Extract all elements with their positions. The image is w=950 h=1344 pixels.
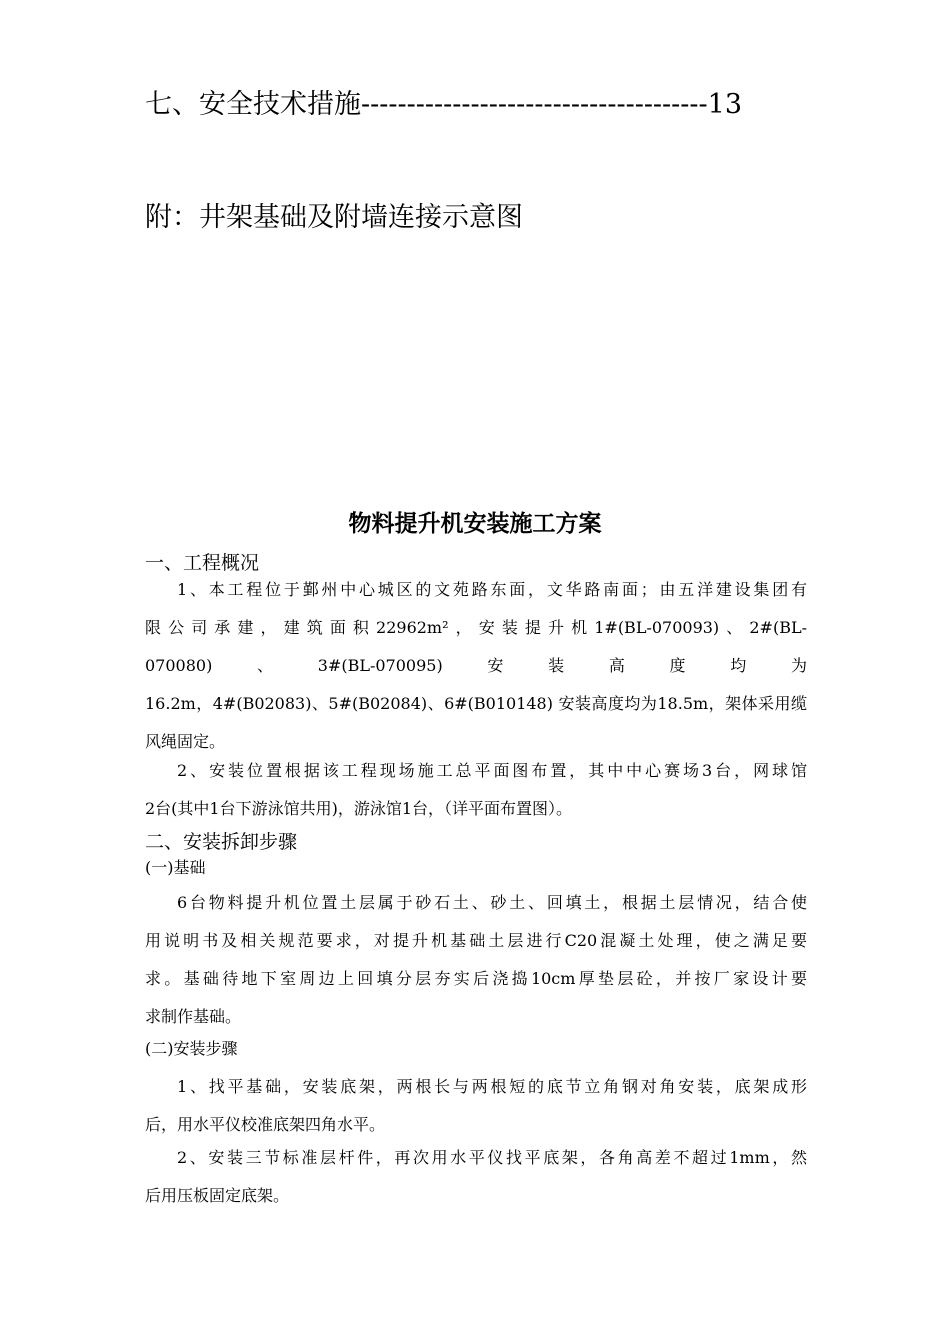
paragraph-line: 风绳固定。 bbox=[145, 732, 226, 751]
text-fragment: 为 bbox=[790, 656, 807, 675]
subheading-install-procedure: (二)安装步骤 bbox=[145, 1039, 238, 1058]
paragraph-line: 6台物料提升机位置土层属于砂石土、砂土、回填土，根据土层情况，结合使 bbox=[177, 893, 807, 912]
paragraph-line: 后，用水平仪校准底架四角水平。 bbox=[145, 1115, 386, 1134]
section-heading-overview: 一、工程概况 bbox=[145, 552, 260, 574]
paragraph-installation-positions bbox=[145, 752, 807, 828]
text-fragment: 070080) bbox=[145, 656, 213, 675]
subheading-foundation: (一)基础 bbox=[145, 858, 206, 877]
paragraph-line: 求制作基础。 bbox=[145, 1007, 242, 1026]
paragraph-line-spread bbox=[145, 647, 807, 685]
text-fragment: 高 bbox=[608, 656, 625, 675]
paragraph-foundation bbox=[145, 884, 807, 1036]
paragraph-line: 1、找平基础，安装底架，两根长与两根短的底节立角钢对角安装，底架成形 bbox=[177, 1077, 807, 1096]
text-fragment: 均 bbox=[730, 656, 747, 675]
paragraph-line: 1、本工程位于鄞州中心城区的文苑路东面，文华路南面；由五洋建设集团有 bbox=[177, 580, 807, 599]
toc-item-safety-measures: 七、安全技术措施--------------------------------------13 bbox=[145, 89, 743, 120]
paragraph-line: 2、安装位置根据该工程现场施工总平面图布置，其中中心赛场3台，网球馆 bbox=[177, 761, 807, 780]
text-fragment: 度 bbox=[669, 656, 686, 675]
paragraph-line: 后用压板固定底架。 bbox=[145, 1186, 290, 1205]
section-heading-install-steps: 二、安装拆卸步骤 bbox=[145, 831, 298, 853]
paragraph-line: 2、安装三节标准层杆件，再次用水平仪找平底架，各角高差不超过1mm，然 bbox=[177, 1148, 807, 1167]
toc-item-appendix: 附：井架基础及附墙连接示意图 bbox=[145, 202, 523, 233]
text-fragment: 3#(BL-070095) bbox=[317, 656, 443, 675]
text-fragment: 装 bbox=[548, 656, 565, 675]
paragraph-project-location bbox=[145, 571, 807, 761]
paragraph-install-step-2 bbox=[145, 1139, 807, 1215]
paragraph-install-step-1 bbox=[145, 1068, 807, 1144]
text-fragment: 、 bbox=[257, 656, 274, 675]
paragraph-line: 用说明书及相关规范要求，对提升机基础土层进行C20混凝土处理，使之满足要 bbox=[145, 931, 807, 950]
document-title: 物料提升机安装施工方案 bbox=[348, 511, 602, 537]
paragraph-line: 16.2m，4#(B02083)、5#(B02084)、6#(B010148) 安装高度均为18.5m，架体采用缆 bbox=[145, 694, 807, 713]
text-fragment: 安 bbox=[487, 656, 504, 675]
paragraph-line: 限公司承建，建筑面积22962m²，安装提升机1#(BL-070093)、2#(BL- bbox=[145, 618, 807, 637]
paragraph-line: 求。基础待地下室周边上回填分层夯实后浇捣10cm厚垫层砼，并按厂家设计要 bbox=[145, 969, 807, 988]
paragraph-line: 2台(其中1台下游泳馆共用)，游泳馆1台，（详平面布置图）。 bbox=[145, 799, 573, 818]
